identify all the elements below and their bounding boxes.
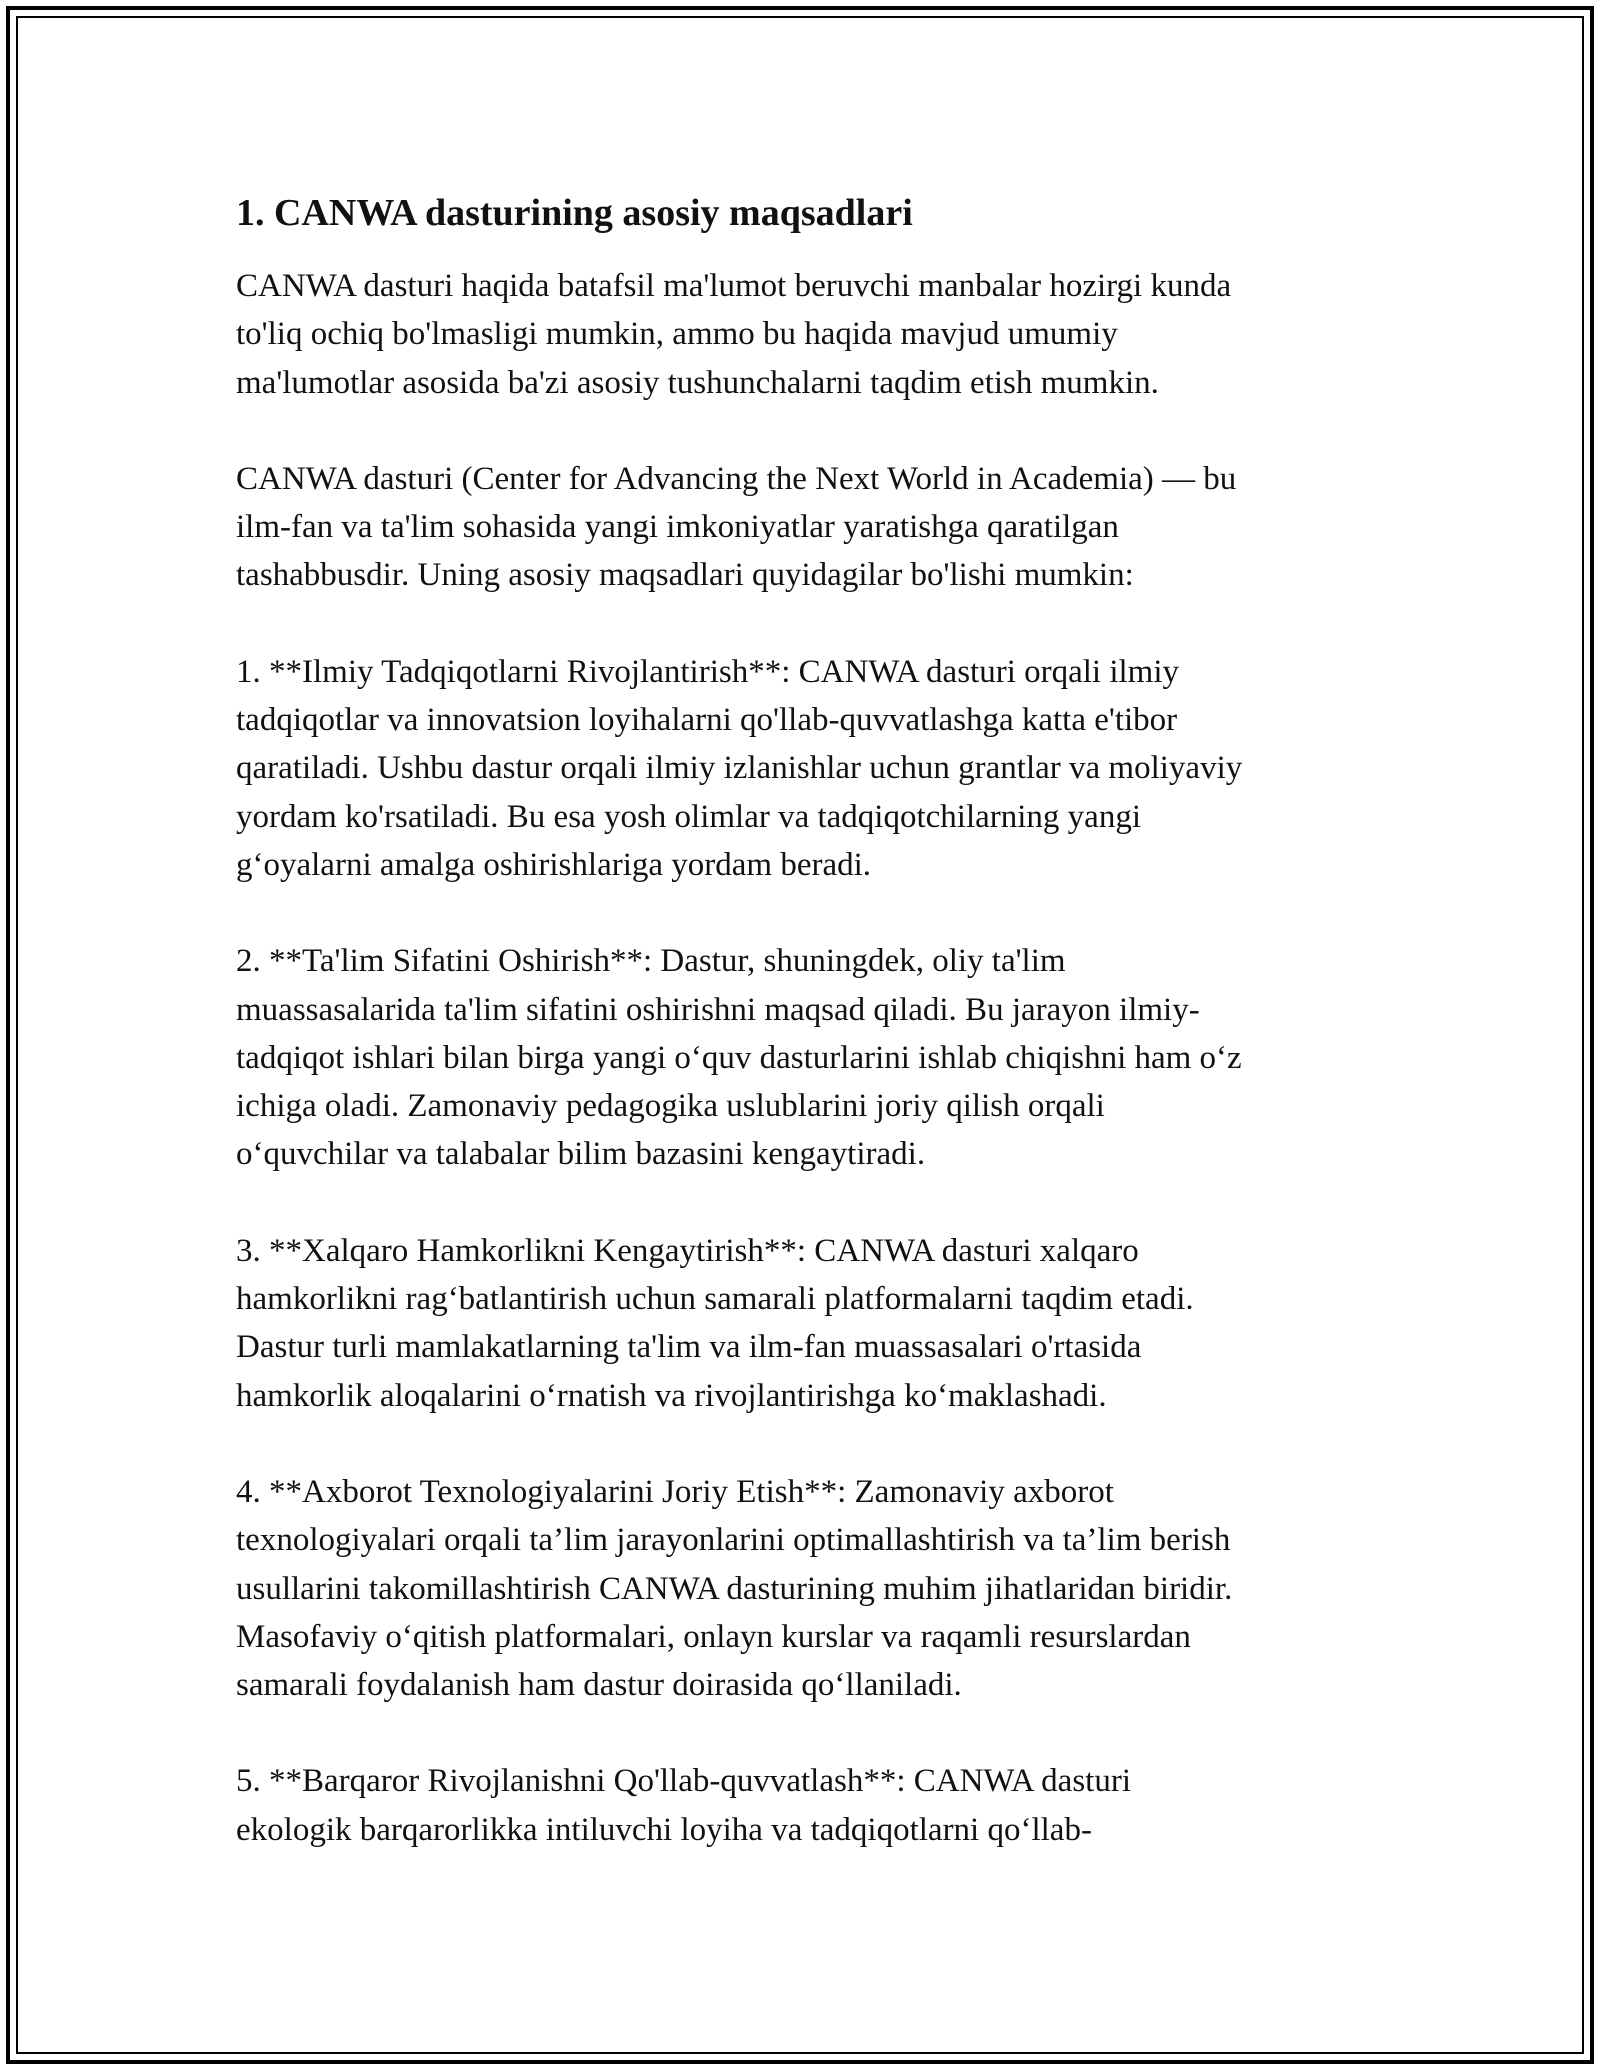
goal-4-paragraph: 4. **Axborot Texnologiyalarini Joriy Etish**: Zamonaviy axborot texnologiyalari orqali ta’lim jarayonlarini optimallashtirish va ta’lim berish usullarini takomillashtirish CANWA dasturining muhim jihatlaridan biridir. Masofaviy o‘qitish platformalari, onlayn kurslar va raqamli resurslardan samarali foydalanish ham dastur doirasida qo‘llaniladi. [236, 1473, 1233, 1704]
page-title: 1. CANWA dasturining asosiy maqsadlari [236, 192, 913, 234]
goal-3-paragraph: 3. **Xalqaro Hamkorlikni Kengaytirish**: CANWA dasturi xalqaro hamkorlikni rag‘batlantirish uchun samarali platformalarni taqdim etadi. Dastur turli mamlakatlarning ta'lim va ilm-fan muassasalari o'rtasida hamkorlik aloqalarini o‘rnatish va rivojlantirishga ko‘maklashadi. [236, 1232, 1194, 1414]
goal-5-paragraph: 5. **Barqaror Rivojlanishni Qo'llab-quvvatlash**: CANWA dasturi ekologik barqarorlikka intiluvchi loyiha va tadqiqotlarni qo‘llab- [236, 1763, 1131, 1848]
document-body [236, 186, 1386, 1902]
goal-1-paragraph: 1. **Ilmiy Tadqiqotlarni Rivojlantirish**: CANWA dasturi orqali ilmiy tadqiqotlar va innovatsion loyihalarni qo'llab-quvvatlashga katta e'tibor qaratiladi. Ushbu dastur orqali ilmiy izlanishlar uchun grantlar va moliyaviy yordam ko'rsatiladi. Bu esa yosh olimlar va tadqiqotchilarning yangi g‘oyalarni amalga oshirishlariga yordam beradi. [236, 653, 1243, 883]
definition-paragraph: CANWA dasturi (Center for Advancing the Next World in Academia) — bu ilm-fan va ta'lim sohasida yangi imkoniyatlar yaratishga qaratilgan tashabbusdir. Uning asosiy maqsadlari quyidagilar bo'lishi mumkin: [236, 460, 1237, 594]
goal-2-paragraph: 2. **Ta'lim Sifatini Oshirish**: Dastur, shuningdek, oliy ta'lim muassasalarida ta'lim sifatini oshirishni maqsad qiladi. Bu jarayon ilmiy- tadqiqot ishlari bilan birga yangi o‘quv dasturlarini ishlab chiqishni ham o‘z ichiga oladi. Zamonaviy pedagogika uslublarini joriy qilish orqali o‘quvchilar va talabalar bilim bazasini kengaytiradi. [236, 943, 1242, 1173]
intro-paragraph: CANWA dasturi haqida batafsil ma'lumot beruvchi manbalar hozirgi kunda to'liq ochiq bo'lmasligi mumkin, ammo bu haqida mavjud umumiy ma'lumotlar asosida ba'zi asosiy tushunchalarni taqdim etish mumkin. [236, 268, 1232, 401]
